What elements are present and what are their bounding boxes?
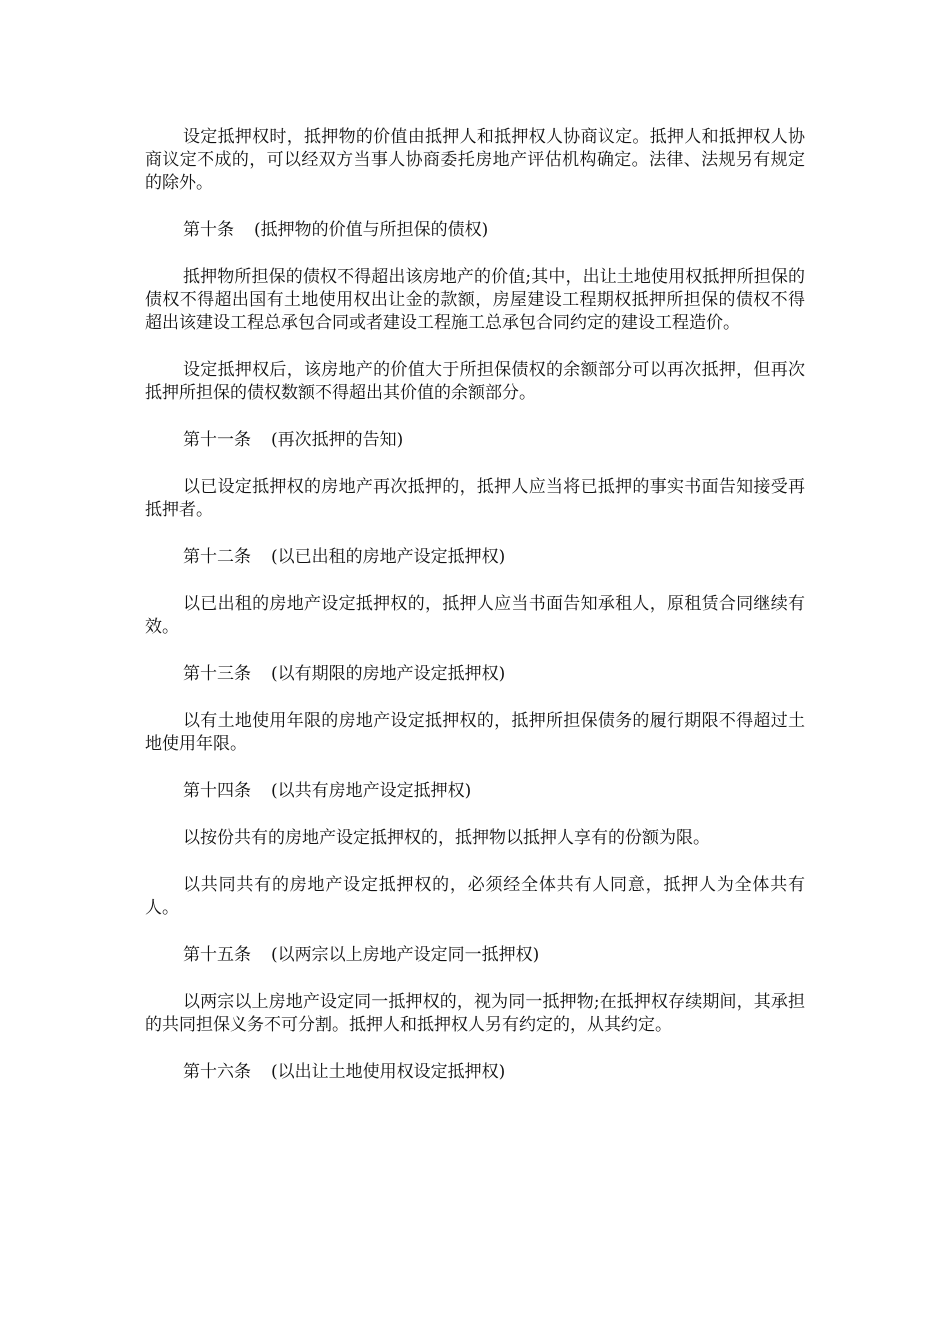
article-number: 第十四条	[183, 781, 251, 801]
paragraph: 以两宗以上房地产设定同一抵押权的，视为同一抵押物;在抵押权存续期间，其承担的共同担保义务不可分割。抵押人和抵押权人另有约定的，从其约定。	[145, 992, 805, 1035]
article-title: (以出让土地使用权设定抵押权)	[271, 1062, 506, 1082]
paragraph: 以已设定抵押权的房地产再次抵押的，抵押人应当将已抵押的事实书面告知接受再抵押者。	[145, 477, 805, 520]
article-title: (以共有房地产设定抵押权)	[271, 781, 472, 801]
paragraph: 抵押物所担保的债权不得超出该房地产的价值;其中，出让土地使用权抵押所担保的债权不得超出国有土地使用权出让金的款额，房屋建设工程期权抵押所担保的债权不得超出该建设工程总承包合同或者建设工程施工总承包合同约定的建设工程造价。	[145, 267, 805, 333]
paragraph: 设定抵押权时，抵押物的价值由抵押人和抵押权人协商议定。抵押人和抵押权人协商议定不成的，可以经双方当事人协商委托房地产评估机构确定。法律、法规另有规定的除外。	[145, 127, 805, 193]
article-heading	[145, 663, 805, 686]
article-title: (抵押物的价值与所担保的债权)	[254, 220, 489, 240]
article-title: (以已出租的房地产设定抵押权)	[271, 547, 506, 567]
article-heading	[145, 1061, 805, 1084]
article-heading	[145, 546, 805, 569]
article-number: 第十三条	[183, 664, 251, 684]
article-title: (以有期限的房地产设定抵押权)	[271, 664, 506, 684]
document-body	[145, 126, 805, 1108]
article-number: 第十二条	[183, 547, 251, 567]
article-title: (再次抵押的告知)	[271, 430, 404, 450]
article-number: 第十五条	[183, 945, 251, 965]
paragraph: 以已出租的房地产设定抵押权的，抵押人应当书面告知承租人，原租赁合同继续有效。	[145, 594, 805, 637]
article-heading	[145, 219, 805, 242]
article-heading	[145, 429, 805, 452]
paragraph: 设定抵押权后，该房地产的价值大于所担保债权的余额部分可以再次抵押，但再次抵押所担保的债权数额不得超出其价值的余额部分。	[145, 360, 805, 403]
article-number: 第十一条	[183, 430, 251, 450]
article-title: (以两宗以上房地产设定同一抵押权)	[271, 945, 540, 965]
paragraph: 以有土地使用年限的房地产设定抵押权的，抵押所担保债务的履行期限不得超过土地使用年限。	[145, 711, 805, 754]
article-number: 第十六条	[183, 1062, 251, 1082]
paragraph: 以共同共有的房地产设定抵押权的，必须经全体共有人同意，抵押人为全体共有人。	[145, 875, 805, 918]
article-heading	[145, 944, 805, 967]
article-number: 第十条	[183, 220, 234, 240]
article-heading	[145, 780, 805, 803]
paragraph: 以按份共有的房地产设定抵押权的，抵押物以抵押人享有的份额为限。	[183, 828, 710, 848]
